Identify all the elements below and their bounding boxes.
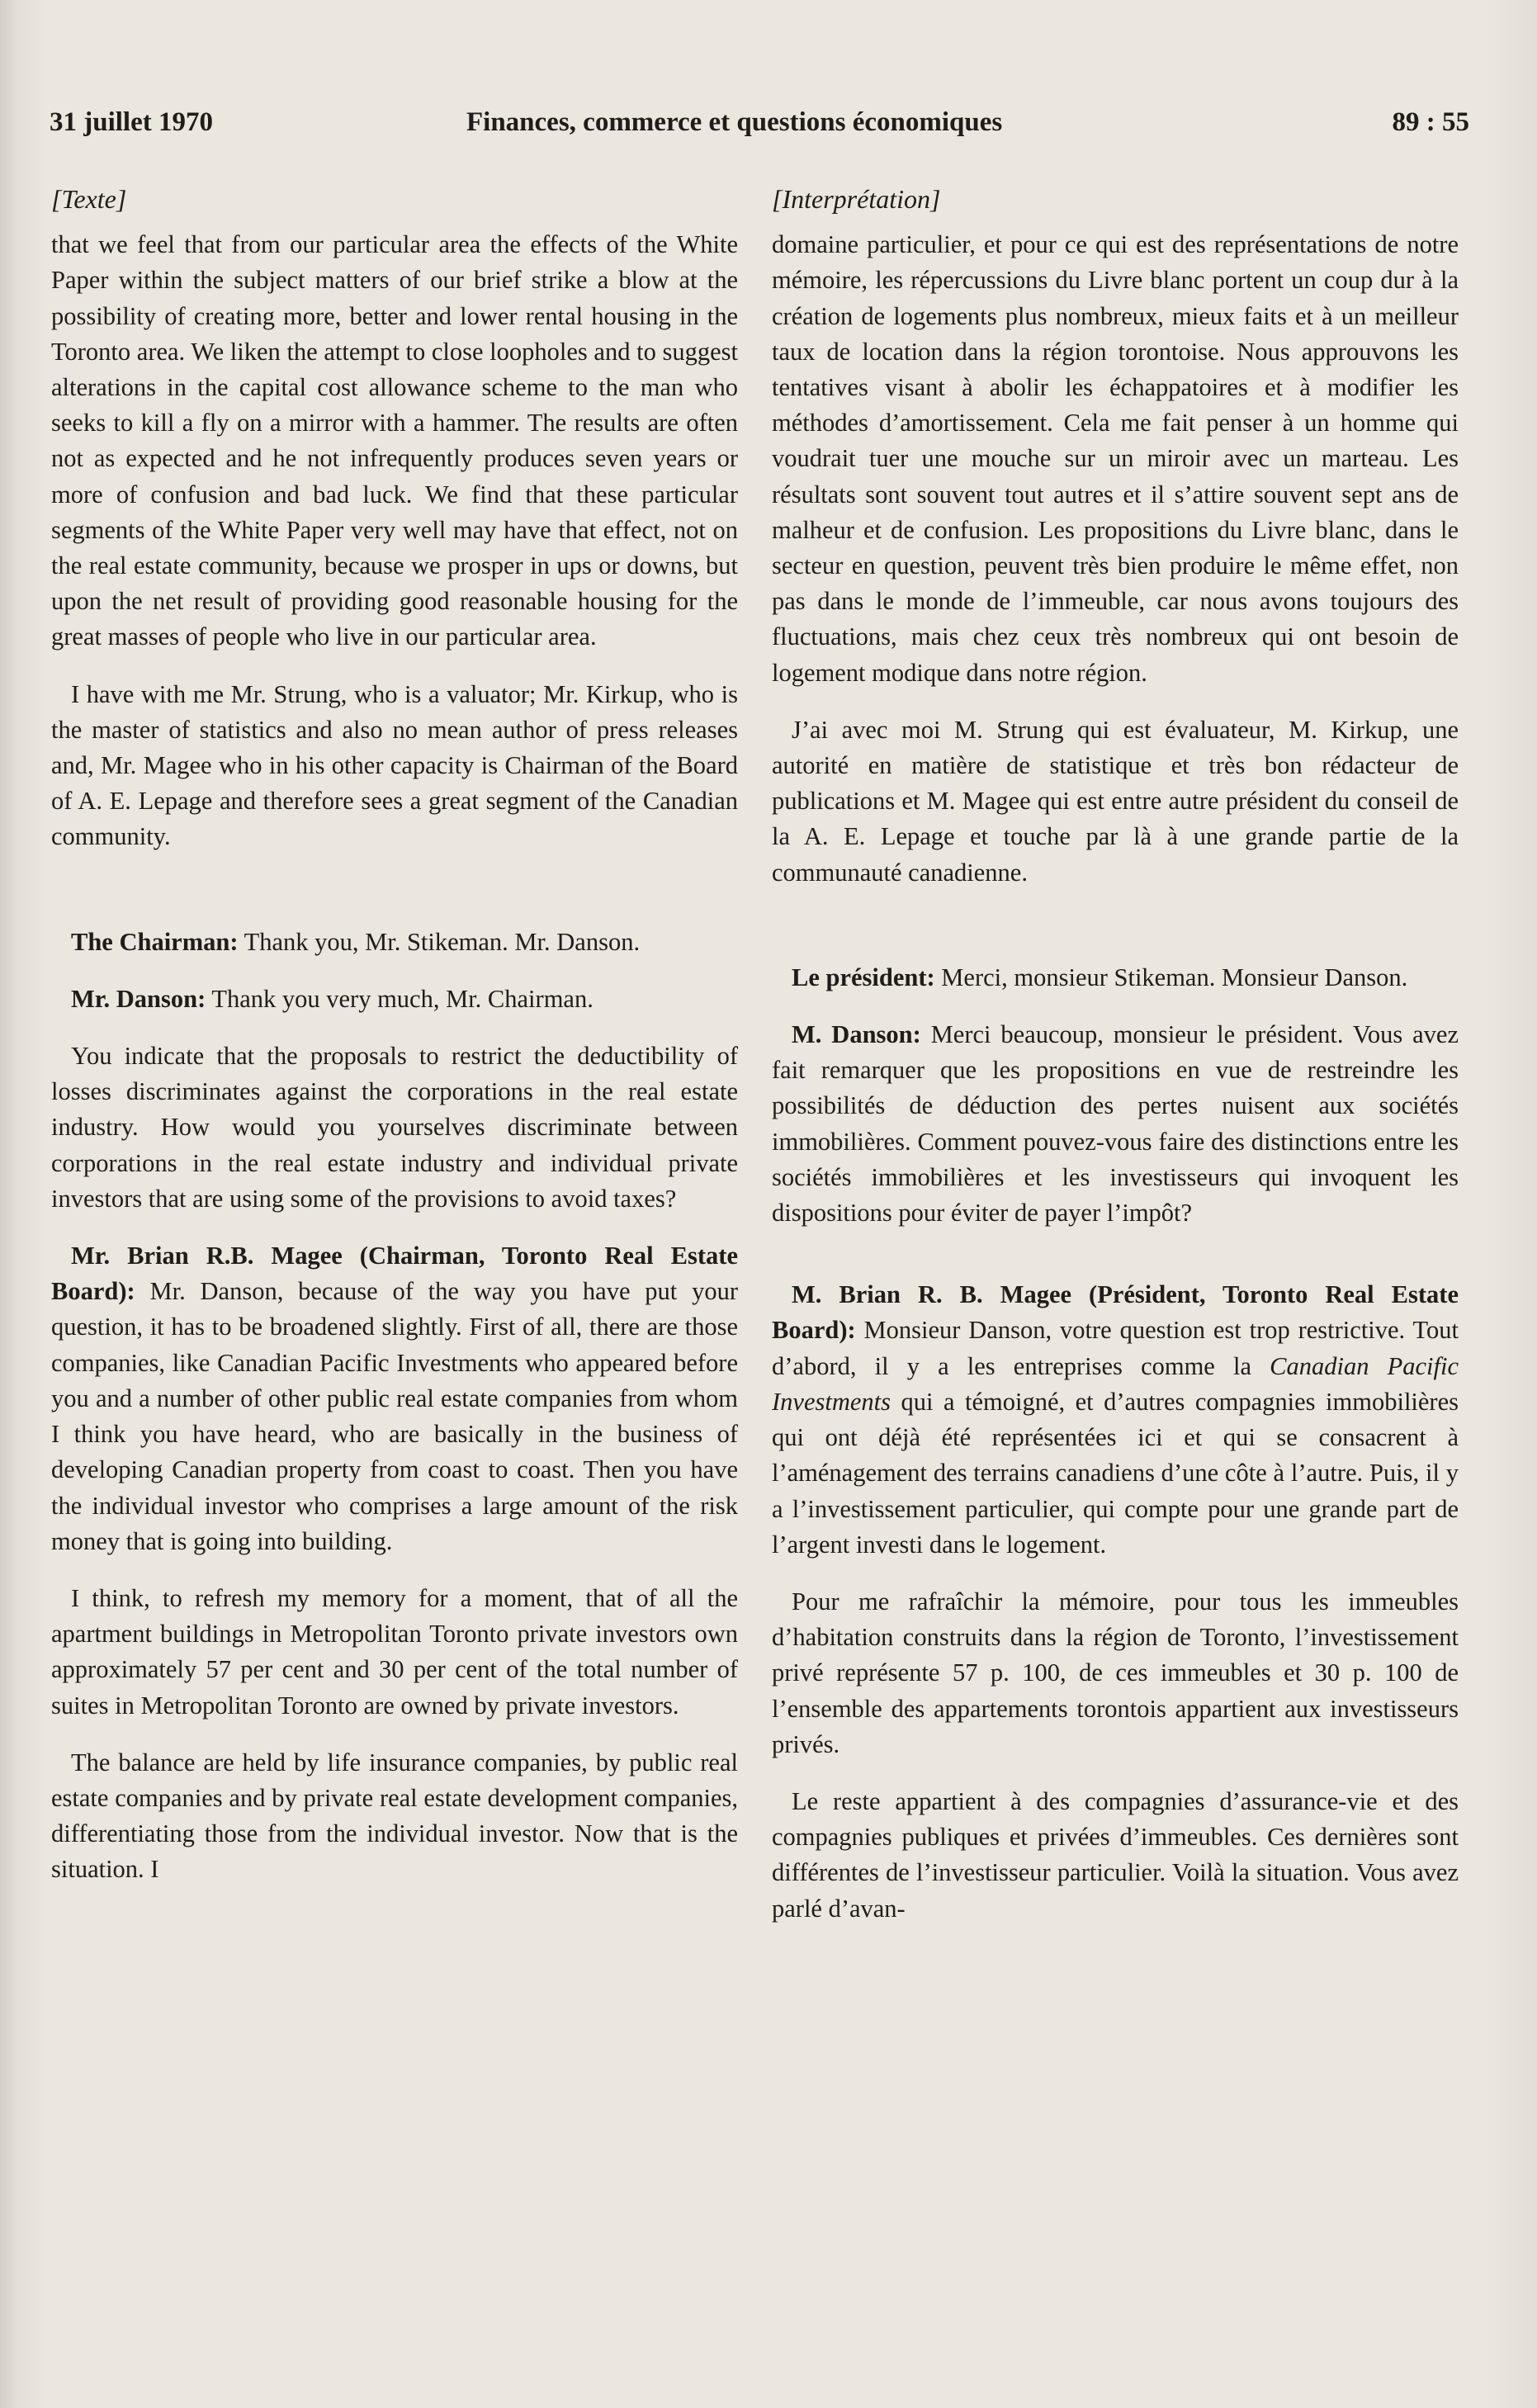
speech-text: Mr. Danson, because of the way you have put your question, it has to be broadened slightly. First of all, there are those companies, like Canadian Pacific Investments who appeared before you and a number of other public real estate companies from whom I think you have heard, who are basically in the business of developing Canadian property from coast to coast. Then you have the individual investor who comprises a large amount of the risk money that is going into building. (51, 1277, 738, 1555)
speech-paragraph (772, 1277, 1459, 1563)
header-date: 31 juillet 1970 (50, 107, 213, 137)
speech-text: qui a témoigné, et d’autres compagnies immobilières qui ont déjà été représentées ici et qui se consacrent à l’aménagement des terrains canadiens d’une côte à l’autre. Puis, il y a l’investissement particulier, qui compte pour une grande part de l’argent investi dans le logement. (772, 1387, 1459, 1559)
paragraph: Le reste appartient à des compagnies d’assurance-vie et des compagnies publiques et privées d’immeubles. Ces dernières sont différentes de l’investisseur particulier. Voilà la situation. Vous avez parlé d’avan- (772, 1786, 1459, 1923)
spacer (772, 1252, 1459, 1277)
paragraph: J’ai avec moi M. Strung qui est évaluateur, M. Kirkup, une autorité en matière de statistique et très bon rédacteur de publications et M. Magee qui est entre autre président du conseil de la A. E. Lepage et touche par là à une grande partie de la communauté canadienne. (772, 715, 1459, 887)
paragraph: that we feel that from our particular area the effects of the White Paper within the subject matters of our brief strike a blow at the possibility of creating more, better and lower rental housing in the Toronto area. We liken the attempt to close loopholes and to suggest alterations in the capital cost allowance scheme to the man who seeks to kill a fly on a mirror with a hammer. The results are often not as expected and he not infrequently produces seven years or more of confusion and bad luck. We find that these particular segments of the White Paper very well may have that effect, not on the real estate community, because we prosper in ups or downs, but upon the net result of providing good reasonable housing for the great masses of people who live in our particular area. (51, 230, 738, 651)
speech-text: Merci, monsieur Stikeman. Monsieur Danson. (934, 963, 1408, 991)
speaker-name: Le président: (792, 963, 935, 991)
paragraph: Pour me rafraîchir la mémoire, pour tous les immeubles d’habitation construits dans la région de Toronto, l’investissement privé représente 57 p. 100, de ces immeubles et 30 p. 100 de l’ensemble des appartements torontois appartient aux investisseurs privés. (772, 1587, 1459, 1758)
speech-paragraph (51, 982, 738, 1017)
column-label-interpretation: [Interprétation] (772, 184, 941, 214)
speaker-name: M. Danson: (792, 1020, 921, 1049)
paragraph: I think, to refresh my memory for a moment, that of all the apartment buildings in Metropolitan Toronto private investors own approximately 57 per cent and 30 per cent of the total number of suites in Metropolitan Toronto are owned by private investors. (51, 1583, 738, 1720)
speech-text: Monsieur Danson, votre question est trop restrictive. Tout d’abord, il y a les entreprises comme la (772, 1316, 1459, 1380)
speech-paragraph (51, 925, 738, 960)
spacer (51, 877, 738, 925)
spacer (772, 912, 1459, 960)
speech-text: Thank you very much, Mr. Chairman. (206, 984, 594, 1013)
speech-paragraph (772, 1017, 1459, 1231)
header-title: Finances, commerce et questions économiques (466, 107, 1003, 137)
company-name: Canadian Pacific Investments (772, 1351, 1459, 1416)
speaker-name: M. Brian R. B. Magee (Président, Toronto Real Estate Board): (772, 1280, 1459, 1345)
speech-paragraph (772, 960, 1459, 996)
speaker-name: Mr. Danson: (71, 984, 206, 1013)
header-page-number: 89 : 55 (1392, 107, 1469, 137)
speech-paragraph (51, 1238, 738, 1559)
speech-text: Merci beaucoup, monsieur le président. Vous avez fait remarquer que les propositions en vue de restreindre les possibilités de déduction des pertes nuisent aux sociétés immobilières. Comment pouvez-vous faire des distinctions entre les sociétés immobilières et les investisseurs qui invoquent les dispositions pour éviter de payer l’impôt? (772, 1020, 1459, 1228)
column-label-texte: [Texte] (51, 184, 127, 214)
english-column (51, 182, 738, 1909)
paragraph: The balance are held by life insurance companies, by public real estate companies and by private real estate development companies, differentiating those from the individual investor. Now that is the situation. I (51, 1748, 738, 1884)
speaker-name: Mr. Brian R.B. Magee (Chairman, Toronto Real Estate Board): (51, 1242, 738, 1306)
paragraph: domaine particulier, et pour ce qui est des représentations de notre mémoire, les répercussions du Livre blanc portent un coup dur à la création de logements plus nombreux, mieux faits et à un meilleur taux de location dans la région torontoise. Nous approuvons les tentatives visant à abolir les échappatoires et à modifier les méthodes d’amortissement. Cela me fait penser à un homme qui voudrait tuer une mouche sur un miroir avec un marteau. Les résultats sont souvent tout autres et il s’attire souvent sept ans de malheur et de confusion. Les propositions du Livre blanc, dans le secteur en question, peuvent très bien produire le même effet, non pas dans le monde de l’immeuble, car nous avons toujours des fluctuations, mais chez ceux très nombreux qui ont besoin de logement modique dans notre région. (772, 230, 1459, 687)
speech-text: Thank you, Mr. Stikeman. Mr. Danson. (238, 927, 641, 956)
paragraph: I have with me Mr. Strung, who is a valuator; Mr. Kirkup, who is the master of statistics and also no mean author of press releases and, Mr. Magee who in his other capacity is Chairman of the Board of A. E. Lepage and therefore sees a great segment of the Canadian community. (51, 679, 738, 851)
paragraph: You indicate that the proposals to restrict the deductibility of losses discriminates against the corporations in the real estate industry. How would you yourselves discriminate between corporations in the real estate industry and individual private investors that are using some of the provisions to avoid taxes? (51, 1042, 738, 1213)
french-column (772, 182, 1459, 1948)
page-header (50, 107, 1469, 149)
speaker-name: The Chairman: (71, 927, 239, 956)
